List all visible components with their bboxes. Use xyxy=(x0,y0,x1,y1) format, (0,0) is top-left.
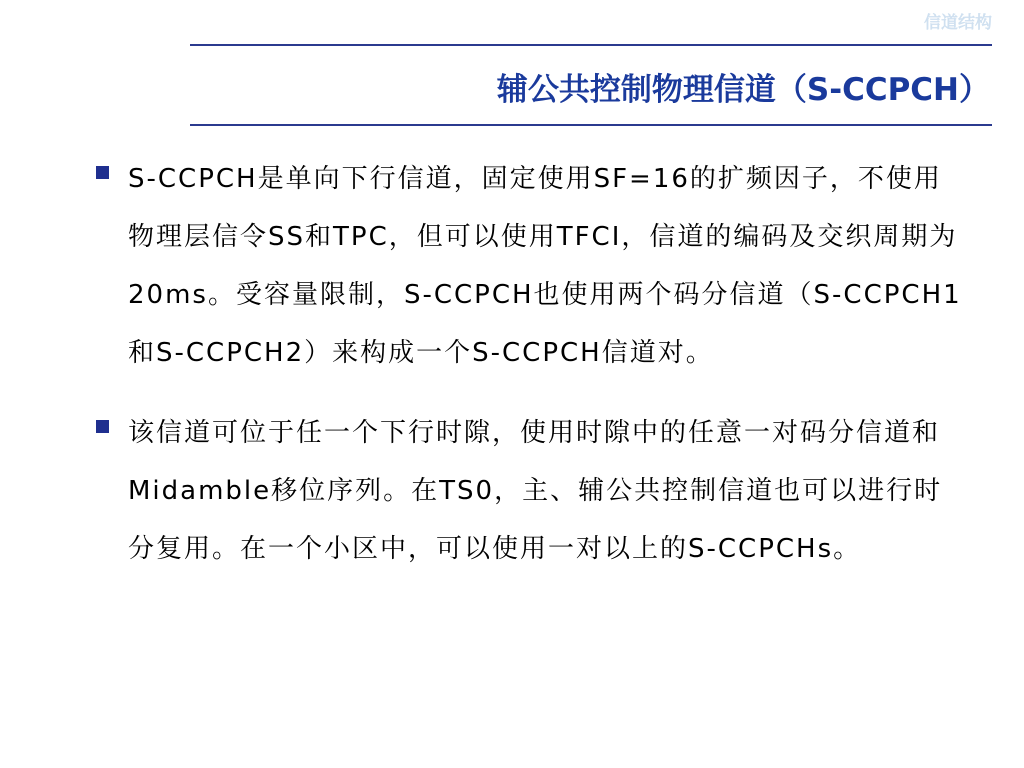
square-bullet-icon xyxy=(96,166,109,179)
bullet-item xyxy=(92,150,962,382)
square-bullet-icon xyxy=(96,420,109,433)
bullet-text: S-CCPCH是单向下行信道，固定使用SF=16的扩频因子，不使用物理层信令SS和TPC，但可以使用TFCI，信道的编码及交织周期为20ms。受容量限制，S-CCPCH也使用两个码分信道（S-CCPCH1和S-CCPCH2）来构成一个S-CCPCH信道对。 xyxy=(128,164,962,368)
bullet-item xyxy=(92,404,962,578)
header-bottom-rule xyxy=(190,124,992,126)
bullet-list xyxy=(92,150,962,600)
section-tag: 信道结构 xyxy=(924,13,992,33)
header-top-rule xyxy=(190,44,992,46)
bullet-text: 该信道可位于任一个下行时隙，使用时隙中的任意一对码分信道和Midamble移位序列。在TS0，主、辅公共控制信道也可以进行时分复用。在一个小区中，可以使用一对以上的S-CCPCHs。 xyxy=(128,418,943,564)
slide-title: 辅公共控制物理信道（S-CCPCH） xyxy=(496,72,990,108)
